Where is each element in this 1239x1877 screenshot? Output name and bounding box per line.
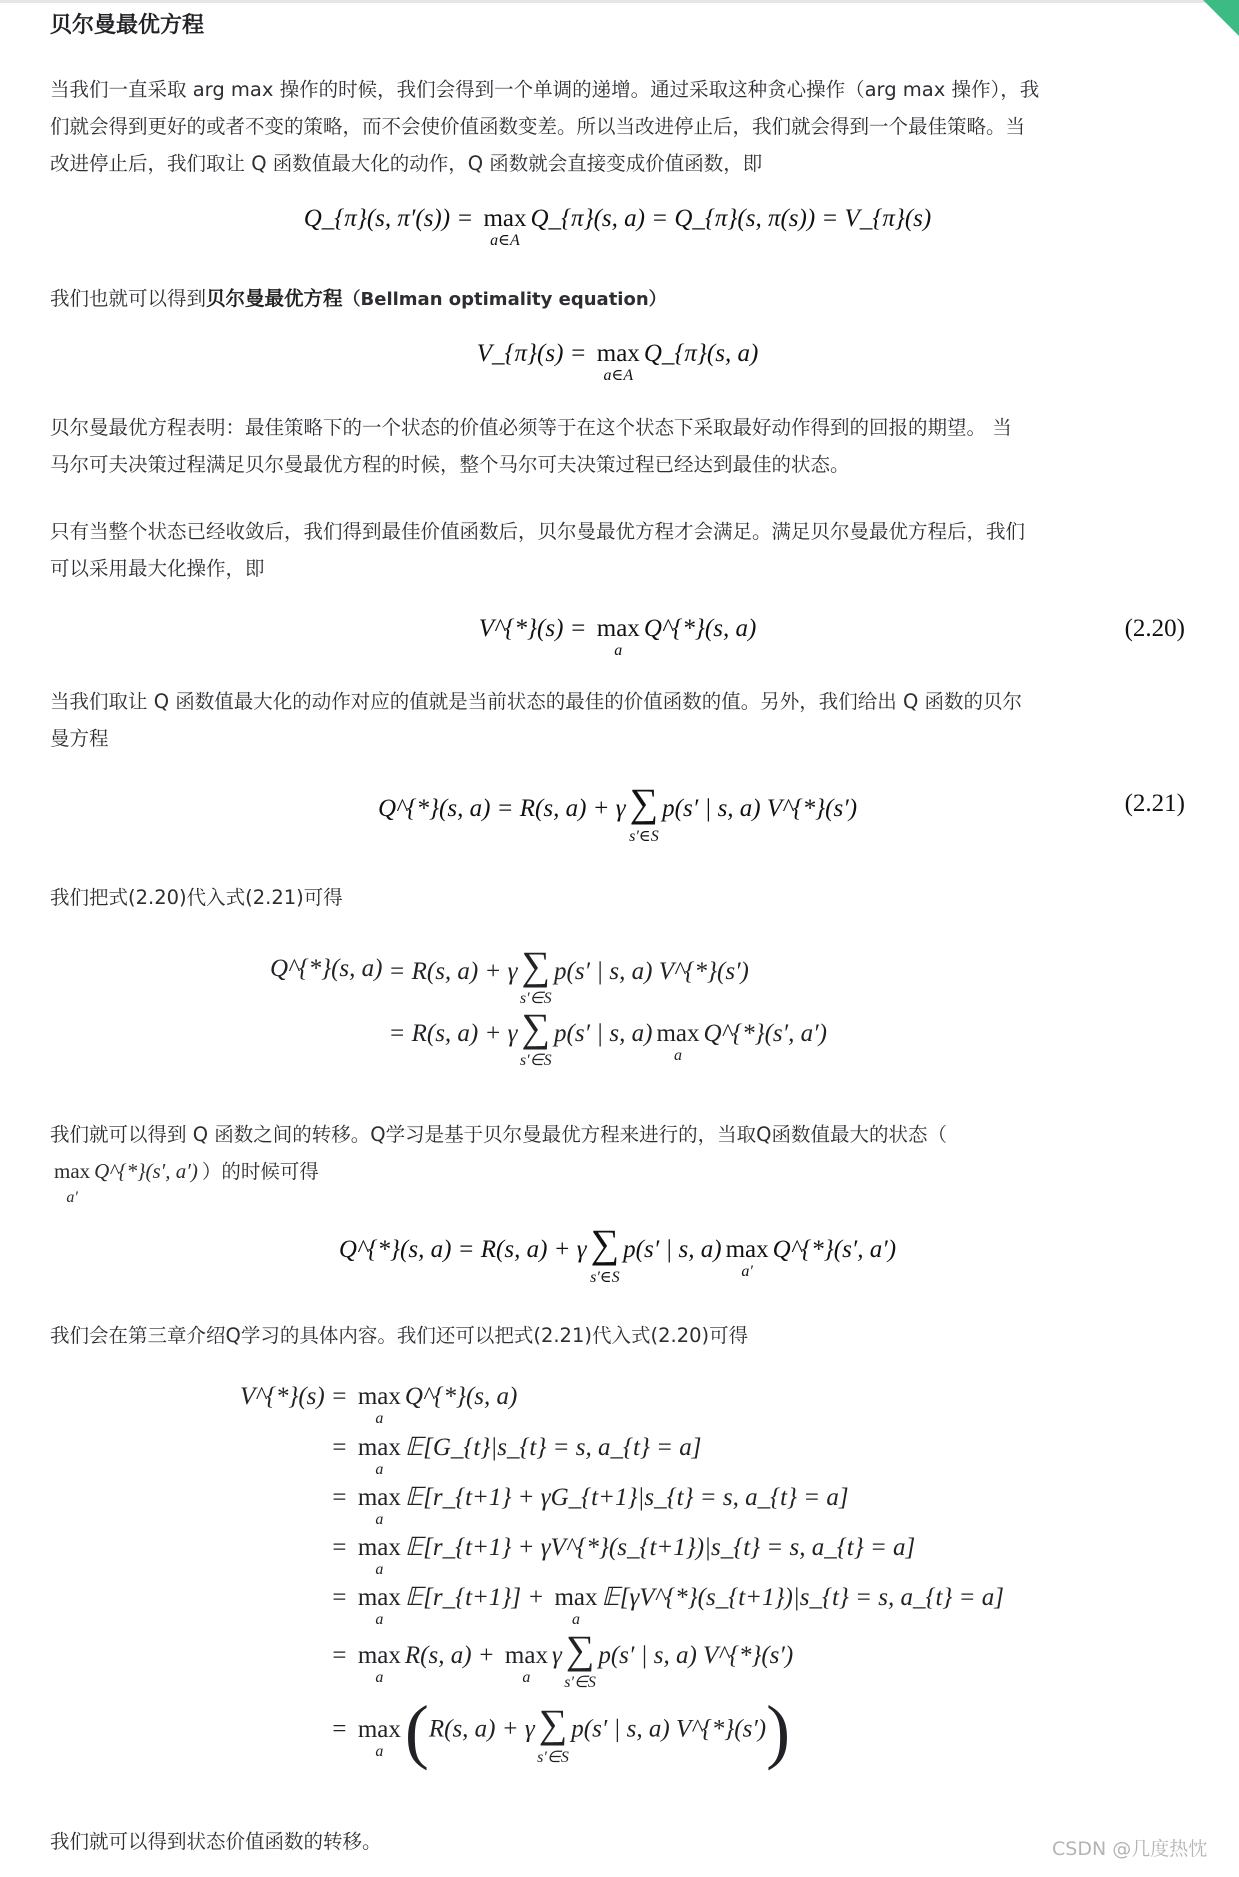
max-subscript: a: [375, 1561, 384, 1578]
equation-rhs: [330, 1522, 1004, 1578]
math-text: 𝔼[r_{t+1}] +: [404, 1584, 551, 1611]
paragraph-substitute: 我们把式(2.20)代入式(2.21)可得: [50, 886, 343, 909]
max-subscript: a: [572, 1611, 580, 1628]
math-text: Q_{π}(s, π′(s)) =: [303, 205, 480, 232]
paragraph-bellman-intro: [50, 280, 1185, 318]
math-text: V^{*}(s): [240, 1383, 325, 1410]
text: （Bellman optimality equation）: [342, 289, 667, 310]
math-text: = R(s, a) + γ: [388, 1019, 518, 1047]
text-line: 曼方程: [50, 727, 109, 750]
max-operator: [54, 1153, 91, 1206]
max-operator: [656, 1019, 700, 1064]
sum-subscript: s′∈S: [519, 990, 552, 1008]
top-border: [0, 0, 1239, 3]
paragraph-chapter3: 我们会在第三章介绍Q学习的具体内容。我们还可以把式(2.21)代入式(2.20)可得: [50, 1324, 749, 1347]
paragraph-convergence: [50, 513, 1185, 587]
max-operator: [554, 1584, 598, 1628]
sum-operator: [564, 1626, 596, 1692]
equation-rhs: [330, 1622, 1004, 1692]
math-text: Q_{π}(s, a) = Q_{π}(s, π(s)) = V_{π}(s): [530, 205, 932, 232]
sum-operator: [629, 780, 659, 845]
sum-operator: [519, 942, 552, 1008]
equation-lhs: [240, 1572, 331, 1622]
max-subscript: a: [375, 1742, 384, 1760]
big-parenthesis: ): [766, 1691, 791, 1771]
text-line: 可以采用最大化操作，即: [50, 557, 265, 580]
equation-rhs: [330, 1572, 1005, 1628]
text-line: 只有当整个状态已经收敛后，我们得到最佳价值函数后，贝尔曼最优方程才会满足。满足贝尔曼最优方程后，我们: [50, 520, 1026, 543]
text: 我们也就可以得到: [50, 287, 207, 310]
sum-subscript: s′∈S: [537, 1748, 569, 1766]
equation-lhs: [240, 1472, 331, 1522]
max-label: max: [596, 615, 640, 642]
equation-body: [377, 780, 858, 845]
math-text: = R(s, a) + γ: [388, 957, 518, 985]
max-operator: [357, 1641, 401, 1686]
equation-row: [240, 1372, 1004, 1422]
equation-rhs: [388, 1000, 827, 1070]
max-label: max: [596, 340, 640, 367]
math-text: 𝔼[r_{t+1} + γG_{t+1}|s_{t} = s, a_{t} = a]: [404, 1484, 849, 1511]
equation-row: [270, 1000, 827, 1062]
equation-lhs: [240, 1372, 331, 1422]
bold-term: 贝尔曼最优方程: [206, 287, 343, 310]
equation-row: [240, 1422, 1004, 1472]
equation-row: [240, 1572, 1004, 1622]
max-label: max: [357, 1584, 401, 1611]
math-text: =: [330, 1534, 354, 1561]
max-label: max: [656, 1019, 700, 1047]
max-operator: [357, 1534, 401, 1578]
math-text: Q^{*}(s, a): [270, 955, 383, 982]
equation-lhs: [270, 1000, 388, 1062]
max-operator: [596, 615, 640, 659]
equation-body: [478, 615, 757, 659]
max-operator: [357, 1434, 401, 1478]
max-operator: [483, 205, 527, 249]
text-line: 马尔可夫决策过程满足贝尔曼最优方程的时候，整个马尔可夫决策过程已经达到最佳的状态。: [50, 453, 850, 476]
equation-row: [240, 1522, 1004, 1572]
math-text: Q^{*}(s, a): [404, 1383, 518, 1410]
sum-operator: [537, 1700, 569, 1766]
math-text: V_{π}(s) =: [476, 340, 593, 367]
sum-subscript: s′∈S: [590, 1268, 620, 1286]
section-heading: 贝尔曼最优方程: [50, 13, 205, 38]
equation-row: [240, 1684, 1004, 1778]
math-text: V^{*}(s) =: [478, 615, 593, 642]
max-subscript: a: [522, 1668, 531, 1686]
sigma-icon: ∑: [590, 1221, 620, 1266]
equation-q-transition-aligned: [270, 938, 827, 1070]
max-label: max: [483, 205, 527, 232]
text-line: 当我们取让 Q 函数值最大化的动作对应的值就是当前状态的最佳的价值函数的值。另外，我们给出 Q 函数的贝尔: [50, 690, 1022, 713]
math-text: Q^{*}(s, a) = R(s, a) + γ: [377, 795, 626, 822]
max-operator: [357, 1584, 401, 1628]
text-line: [50, 1153, 1185, 1206]
math-text: p(s′ | s, a) V^{*}(s′): [554, 957, 749, 985]
text-line: 改进停止后，我们取让 Q 函数值最大化的动作，Q 函数就会直接变成价值函数，即: [50, 152, 763, 175]
equation-bellman-optimality: [50, 340, 1185, 384]
max-label: max: [725, 1236, 769, 1263]
math-text: 𝔼[γV^{*}(s_{t+1})|s_{t} = s, a_{t} = a]: [601, 1584, 1005, 1611]
math-text: 𝔼[G_{t}|s_{t} = s, a_{t} = a]: [404, 1434, 702, 1461]
max-label: max: [54, 1159, 91, 1183]
equation-lhs: [270, 938, 388, 1000]
equation-tag: (2.20): [1124, 615, 1185, 642]
max-label: max: [357, 1641, 401, 1669]
math-text: =: [330, 1715, 354, 1743]
equation-2-21: [50, 780, 1185, 845]
equation-2-20: [50, 615, 1185, 659]
equation-row: [270, 938, 827, 1000]
text: ）的时候可得: [201, 1160, 319, 1183]
equation-q-learning: [50, 1221, 1185, 1286]
paragraph-bellman-meaning: [50, 409, 1185, 483]
math-text: 𝔼[r_{t+1} + γV^{*}(s_{t+1})|s_{t} = s, a_{t} = a]: [404, 1534, 916, 1561]
equation-q-to-v: [50, 205, 1185, 249]
paragraph-argmax: [50, 71, 1185, 182]
math-text: =: [330, 1484, 354, 1511]
max-label: max: [357, 1534, 401, 1561]
text-line: 我们就可以得到 Q 函数之间的转移。Q学习是基于贝尔曼最优方程来进行的，当取Q函数值最大的状态（: [50, 1123, 947, 1146]
paragraph-q-bellman: [50, 683, 1185, 757]
math-text: p(s′ | s, a) V^{*}(s′): [571, 1715, 767, 1743]
max-subscript: a∈A: [603, 367, 634, 384]
equation-lhs: [240, 1684, 331, 1778]
max-subscript: a: [673, 1046, 682, 1064]
max-subscript: a: [375, 1611, 384, 1628]
math-text: Q^{*}(s, a) = R(s, a) + γ: [338, 1236, 587, 1263]
equation-tag: (2.21): [1124, 790, 1185, 817]
sigma-icon: ∑: [565, 1626, 595, 1672]
math-text: Q^{*}(s, a): [643, 615, 757, 642]
sigma-icon: ∑: [521, 942, 550, 988]
max-label: max: [554, 1584, 598, 1611]
math-text: γ: [551, 1641, 562, 1669]
equation-row: [240, 1472, 1004, 1522]
max-label: max: [504, 1641, 548, 1669]
equation-lhs: [240, 1622, 331, 1684]
equation-rhs: [330, 1422, 1004, 1478]
watermark: CSDN @几度热忱: [1052, 1838, 1208, 1860]
sum-operator: [590, 1221, 620, 1286]
max-subscript: a: [375, 1511, 384, 1528]
math-text: =: [330, 1641, 354, 1669]
sum-operator: [519, 1004, 552, 1070]
max-subscript: a′: [741, 1263, 753, 1280]
max-operator: [357, 1484, 401, 1528]
math-text: p(s′ | s, a): [554, 1019, 653, 1047]
paragraph-conclusion: 我们就可以得到状态价值函数的转移。: [50, 1830, 382, 1853]
sigma-icon: ∑: [538, 1700, 568, 1746]
max-subscript: a: [614, 642, 623, 659]
max-operator: [596, 340, 640, 384]
max-label: max: [357, 1383, 401, 1410]
math-text: R(s, a) +: [404, 1641, 501, 1669]
sigma-icon: ∑: [521, 1004, 550, 1050]
max-operator: [504, 1641, 548, 1686]
equation-rhs: [388, 938, 826, 1008]
max-operator: [357, 1383, 401, 1427]
math-text: p(s′ | s, a) V^{*}(s′): [598, 1641, 794, 1669]
sum-subscript: s′∈S: [629, 827, 659, 845]
math-text: Q^{*}(s′, a′): [703, 1019, 827, 1047]
equation-rhs: [331, 1684, 1004, 1778]
equation-lhs: [240, 1522, 331, 1572]
math-text: =: [330, 1434, 354, 1461]
max-subscript: a: [375, 1410, 384, 1427]
max-label: max: [357, 1484, 401, 1511]
max-subscript: a: [375, 1668, 384, 1686]
max-operator: [357, 1715, 401, 1760]
max-label: max: [357, 1434, 401, 1461]
inline-math: [50, 1159, 198, 1206]
equation-rhs: [330, 1372, 1004, 1427]
sigma-icon: ∑: [629, 780, 659, 825]
text-line: 当我们一直采取 arg max 操作的时候，我们会得到一个单调的递增。通过采取这种贪心操作（arg max 操作），我: [50, 78, 1040, 101]
equation-row: [240, 1622, 1004, 1684]
equation-rhs: [330, 1472, 1004, 1528]
max-subscript: a′: [66, 1189, 78, 1206]
max-operator: [725, 1236, 769, 1280]
math-text: =: [330, 1584, 354, 1611]
max-label: max: [357, 1715, 401, 1743]
max-subscript: a∈A: [490, 232, 520, 249]
sum-subscript: s′∈S: [564, 1674, 596, 1692]
text-line: 们就会得到更好的或者不变的策略，而不会使价值函数变差。所以当改进停止后，我们就会得到一个最佳策略。当: [50, 115, 1026, 138]
math-text: =: [330, 1383, 354, 1410]
math-text: R(s, a) + γ: [428, 1715, 535, 1743]
big-parenthesis: (: [404, 1691, 429, 1771]
equation-lhs: [240, 1422, 331, 1472]
paragraph-q-learning: [50, 1116, 1185, 1206]
max-subscript: a: [375, 1461, 384, 1478]
sum-subscript: s′∈S: [519, 1052, 552, 1070]
corner-badge-icon: [1203, 0, 1239, 36]
math-text: p(s′ | s, a): [623, 1236, 722, 1263]
text-line: 贝尔曼最优方程表明：最佳策略下的一个状态的价值必须等于在这个状态下采取最好动作得到的回报的期望。 当: [50, 416, 1012, 439]
equation-v-transition-aligned: [240, 1372, 1004, 1778]
math-text: Q^{*}(s′, a′): [94, 1159, 198, 1183]
math-text: Q_{π}(s, a): [643, 340, 759, 367]
math-text: Q^{*}(s′, a′): [772, 1236, 897, 1263]
math-text: p(s′ | s, a) V^{*}(s′): [662, 795, 858, 822]
